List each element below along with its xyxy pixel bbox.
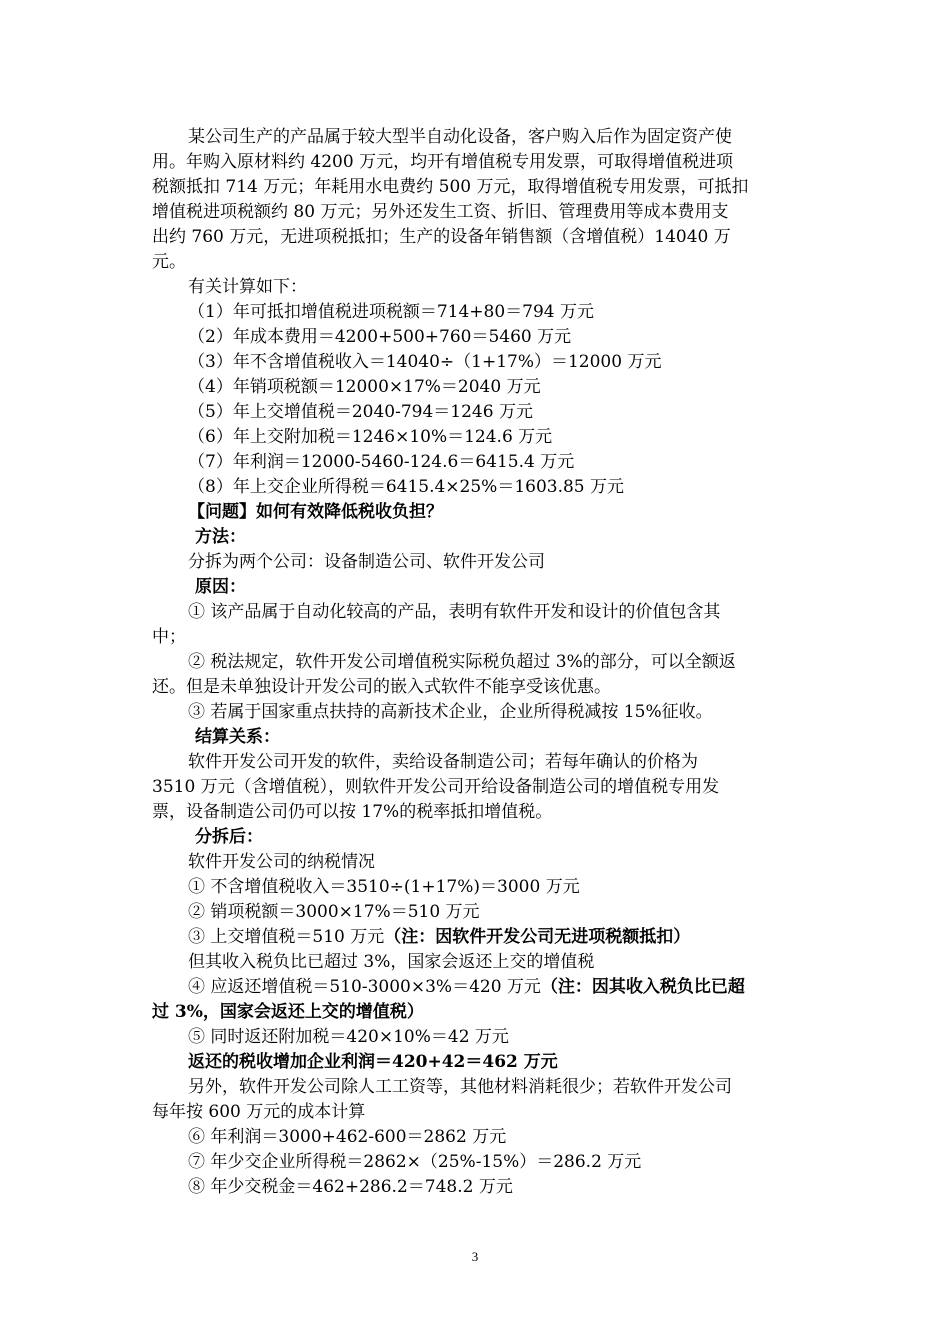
intro-line: 元。 — [152, 252, 186, 272]
calc-item: （6）年上交附加税＝1246×10%＝124.6 万元 — [188, 427, 553, 447]
after-item: ⑤ 同时返还附加税＝420×10%＝42 万元 — [188, 1027, 509, 1047]
reason-line: ③ 若属于国家重点扶持的高新技术企业，企业所得税减按 15%征收。 — [188, 702, 713, 722]
after-item-note: 过 3%，国家会返还上交的增值税） — [152, 1002, 424, 1022]
question-heading: 【问题】如何有效降低税收负担？ — [188, 502, 443, 522]
after-split-intro: 软件开发公司的纳税情况 — [188, 852, 375, 872]
intro-line: 出约 760 万元，无进项税抵扣；生产的设备年销售额（含增值税）14040 万 — [152, 227, 731, 247]
after-item-note: （注：因软件开发公司无进项税额抵扣） — [384, 927, 691, 947]
calc-item: （8）年上交企业所得税＝6415.4×25%＝1603.85 万元 — [188, 477, 625, 497]
calc-item: （4）年销项税额＝12000×17%＝2040 万元 — [188, 377, 541, 397]
settlement-line: 票，设备制造公司仍可以按 17%的税率抵扣增值税。 — [152, 802, 553, 822]
calc-item: （3）年不含增值税收入＝14040÷（1+17%）＝12000 万元 — [188, 352, 662, 372]
after-item-note: （注：因其收入税负比已超 — [540, 977, 745, 997]
method-text: 分拆为两个公司：设备制造公司、软件开发公司 — [188, 552, 545, 572]
after-item: ② 销项税额＝3000×17%＝510 万元 — [188, 902, 480, 922]
cost-line: 另外，软件开发公司除人工工资等，其他材料消耗很少；若软件开发公司 — [188, 1077, 732, 1097]
after-item-text: ④ 应返还增值税＝510-3000×3%＝420 万元 — [188, 977, 541, 997]
after-item-follow: 但其收入税负比已超过 3%，国家会返还上交的增值税 — [188, 952, 595, 972]
after-item: ① 不含增值税收入＝3510÷(1+17%)＝3000 万元 — [188, 877, 580, 897]
final-item: ⑦ 年少交企业所得税＝2862×（25%-15%）＝286.2 万元 — [188, 1152, 642, 1172]
intro-line: 某公司生产的产品属于较大型半自动化设备，客户购入后作为固定资产使 — [188, 127, 732, 147]
final-item: ⑧ 年少交税金＝462+286.2＝748.2 万元 — [188, 1177, 513, 1197]
calc-item: （7）年利润＝12000-5460-124.6＝6415.4 万元 — [188, 452, 575, 472]
calc-item: （1）年可抵扣增值税进项税额＝714+80＝794 万元 — [188, 302, 594, 322]
settlement-heading: 结算关系： — [195, 727, 280, 747]
intro-line: 用。年购入原材料约 4200 万元，均开有增值税专用发票，可取得增值税进项 — [152, 152, 734, 172]
calc-heading: 有关计算如下： — [188, 277, 307, 297]
after-item — [188, 925, 690, 950]
intro-line: 税额抵扣 714 万元；年耗用水电费约 500 万元，取得增值税专用发票，可抵扣 — [152, 177, 749, 197]
settlement-line: 软件开发公司开发的软件，卖给设备制造公司；若每年确认的价格为 — [188, 752, 698, 772]
settlement-line: 3510 万元（含增值税），则软件开发公司开给设备制造公司的增值税专用发 — [152, 777, 720, 797]
after-item-text: ③ 上交增值税＝510 万元 — [188, 927, 385, 947]
calc-item: （5）年上交增值税＝2040-794＝1246 万元 — [188, 402, 533, 422]
page-number: 3 — [471, 1249, 479, 1264]
calc-item: （2）年成本费用＝4200+500+760＝5460 万元 — [188, 327, 572, 347]
final-item: ⑥ 年利润＝3000+462-600＝2862 万元 — [188, 1127, 507, 1147]
reason-line: ② 税法规定，软件开发公司增值税实际税负超过 3%的部分，可以全额返 — [188, 652, 736, 672]
reason-line: 中； — [152, 627, 186, 647]
reason-heading: 原因： — [195, 577, 246, 597]
profit-line: 返还的税收增加企业利润＝420+42＝462 万元 — [188, 1052, 558, 1072]
reason-line: ① 该产品属于自动化较高的产品，表明有软件开发和设计的价值包含其 — [188, 602, 721, 622]
intro-line: 增值税进项税额约 80 万元；另外还发生工资、折旧、管理费用等成本费用支 — [152, 202, 729, 222]
cost-line: 每年按 600 万元的成本计算 — [152, 1102, 366, 1122]
after-split-heading: 分拆后： — [195, 827, 263, 847]
after-item — [188, 975, 745, 1000]
method-heading: 方法： — [195, 527, 246, 547]
reason-line: 还。但是未单独设计开发公司的嵌入式软件不能享受该优惠。 — [152, 677, 611, 697]
